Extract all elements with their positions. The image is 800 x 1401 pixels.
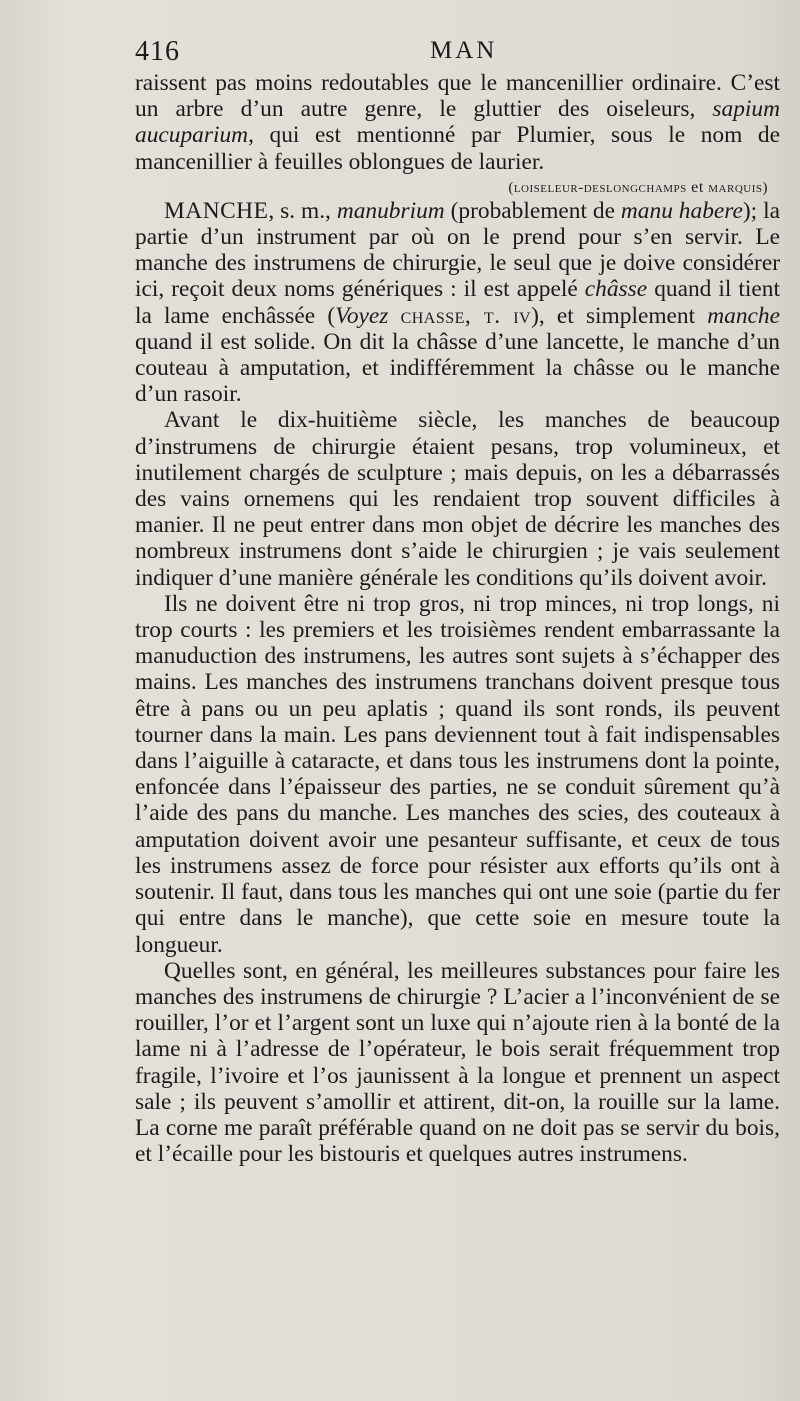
signature-author-1: (loiseleur-deslongchamps <box>508 179 687 196</box>
entry-latin-term: manubrium <box>336 197 445 224</box>
entry-text: (probablement de <box>444 197 621 224</box>
entry-headword: MANCHE <box>164 197 269 224</box>
paragraph: Quelles sont, en général, les meilleures substances pour faire les manches des instrumens de chirurgie ? L’acier a l’inconvénient de se rouiller, l’or et l’argent sont un luxe qui n’ajoute rien à la bonté de la lame ni à l’adresse de l’opérateur, le bois serait fréquemment trop fragile, l’ivoire et l’os jaunissent à la longue et prennent un aspect sale ; ils peuvent s’amollir et attirent, dit-on, la rouille sur la lame. La corne me paraît préférable quand on ne doit pas se servir du bois, et l’écaille pour les bistouris et quelques autres instrumens. <box>135 957 780 1168</box>
entry-text: quand il tient la lame enchâssée ( <box>135 276 780 329</box>
cross-reference-target: chasse <box>400 302 465 329</box>
term-manche: manche <box>707 302 781 329</box>
cross-reference-volume: , t. iv <box>464 302 532 329</box>
entry-text: ); la partie d’un instrument par où on le prend pour s’en servir. Le manche des instrumens de chirurgie, le seul que je doive considérer ici, reçoit deux noms génériques : il est appelé <box>135 197 780 303</box>
cross-reference-voyez: Voyez <box>335 302 389 329</box>
signature-author-2: marquis) <box>708 179 768 196</box>
continuation-text-end: , qui est mentionné par Plumier, sous le nom de mancenillier à feuilles oblongues de laurier. <box>135 122 780 175</box>
continuation-paragraph <box>135 70 780 175</box>
latin-species-name: sapium aucuparium <box>135 96 780 149</box>
term-chasse: châsse <box>584 276 648 303</box>
continuation-text: raissent pas moins redoutables que le mancenillier ordinaire. C’est un arbre d’un autre genre, le gluttier des oiseleurs, <box>135 70 780 123</box>
entry-grammar: , s. m., <box>268 197 337 224</box>
signature-conjunction: et <box>691 178 704 196</box>
page-header <box>135 36 775 70</box>
running-head: MAN <box>430 37 498 64</box>
page-body <box>135 70 780 1167</box>
entry-manche <box>135 198 780 408</box>
entry-text: quand il est solide. On dit la châsse d’une lancette, le manche d’un couteau à amputation, et indifféremment la châsse ou le manche d’un rasoir. <box>135 328 780 408</box>
page-number: 416 <box>135 36 180 67</box>
entry-etymology: manu habere <box>620 197 743 224</box>
paragraph: Avant le dix-huitième siècle, les manches de beaucoup d’instrumens de chirurgie étaient pesans, trop volumineux, et inutilement chargés de sculpture ; mais depuis, on les a débarrassés des vains ornemens qui les rendaient trop souvent difficiles à manier. Il ne peut entrer dans mon objet de décrire les manches des nombreux instrumens dont s’aide le chirurgien ; je vais seulement indiquer d’une manière générale les conditions qu’ils doivent avoir. <box>135 407 780 591</box>
author-signature <box>135 178 768 198</box>
paragraph: Ils ne doivent être ni trop gros, ni trop minces, ni trop longs, ni trop courts : les premiers et les troisièmes rendent embarrassante la manuduction des instrumens, les autres sont sujets à s’échapper des mains. Les manches des instrumens tranchans doivent presque tous être à pans ou un peu aplatis ; quand ils sont ronds, ils peuvent tourner dans la main. Les pans deviennent tout à fait indispensables dans l’aiguille à cataracte, et dans tous les instrumens dont la pointe, enfoncée dans l’épaisseur des parties, ne se conduit sûrement qu’à l’aide des pans du manche. Les manches des scies, des couteaux à amputation doivent avoir une pesanteur suffisante, et ceux de tous les instrumens assez de force pour résister aux efforts qu’ils ont à soutenir. Il faut, dans tous les manches qui ont une soie (partie du fer qui entre dans le manche), que cette soie en mesure toute la longueur. <box>135 590 780 958</box>
entry-text: ), et simplement <box>531 302 708 329</box>
